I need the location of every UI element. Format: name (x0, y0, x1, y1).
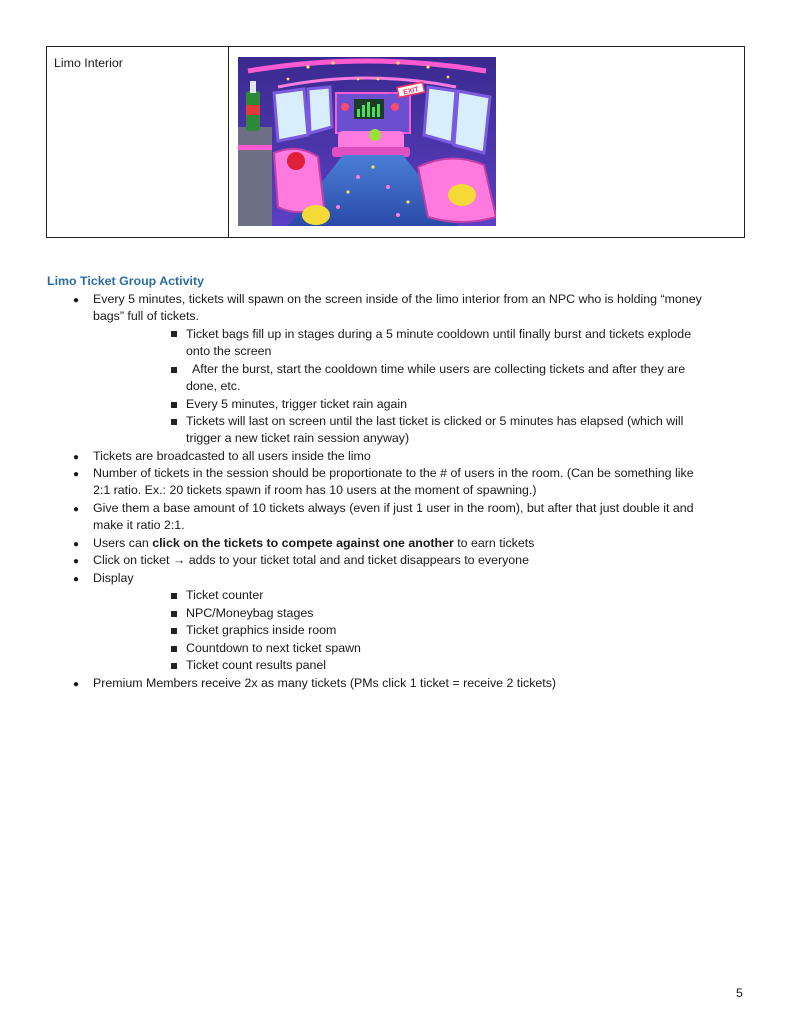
limo-interior-table (46, 46, 745, 238)
limo-interior-illustration (238, 57, 496, 226)
list-item-text: Users can (93, 536, 153, 550)
square-bullet-icon (171, 402, 177, 408)
bullet-icon: ● (73, 469, 80, 480)
sub-list-item: Every 5 minutes, trigger ticket rain again (186, 397, 408, 411)
bullet-icon: ● (73, 504, 80, 515)
bullet-icon: ● (73, 679, 80, 690)
sub-list-item: Ticket graphics inside room (186, 623, 337, 637)
bullet-icon: ● (73, 574, 80, 585)
sub-list-item-cont: done, etc. (186, 379, 241, 393)
list-item: Give them a base amount of 10 tickets always (even if just 1 user in the room), but after that just double it and (93, 501, 694, 515)
bullet-icon: ● (73, 556, 80, 567)
list-item: Tickets are broadcasted to all users inside the limo (93, 449, 371, 463)
list-item: Display (93, 571, 134, 585)
sub-list-item-cont: trigger a new ticket rain session anyway) (186, 431, 410, 445)
sub-list-item: Countdown to next ticket spawn (186, 641, 361, 655)
list-item (93, 535, 534, 552)
list-item-cont: bags” full of tickets. (93, 309, 200, 323)
square-bullet-icon (171, 646, 177, 652)
sub-list-item: NPC/Moneybag stages (186, 606, 314, 620)
square-bullet-icon (171, 663, 177, 669)
sub-list-item: Ticket bags fill up in stages during a 5 minute cooldown until finally burst and tickets explode (186, 327, 692, 341)
table-image-cell (229, 47, 744, 237)
sub-list-item: Ticket count results panel (186, 658, 327, 672)
list-item: Click on ticket → adds to your ticket total and and ticket disappears to everyone (93, 553, 529, 567)
list-item-bold-text: click on the tickets to compete against one another (152, 536, 454, 550)
sub-list-item: Ticket counter (186, 588, 264, 602)
page-number: 5 (736, 986, 743, 1000)
bullet-icon: ● (73, 295, 80, 306)
table-label-cell (47, 47, 229, 237)
list-item-cont: make it ratio 2:1. (93, 518, 185, 532)
bullet-icon: ● (73, 539, 80, 550)
sub-list-item-cont: onto the screen (186, 344, 272, 358)
list-item: Premium Members receive 2x as many tickets (PMs click 1 ticket = receive 2 tickets) (93, 676, 557, 690)
section-heading: Limo Ticket Group Activity (47, 274, 204, 288)
square-bullet-icon (171, 628, 177, 634)
square-bullet-icon (171, 593, 177, 599)
square-bullet-icon (171, 611, 177, 617)
exit-sign-text: EXIT (402, 86, 420, 97)
sub-list-item: After the burst, start the cooldown time while users are collecting tickets and after they are (192, 362, 686, 376)
table-row-label: Limo Interior (54, 56, 123, 70)
square-bullet-icon (171, 331, 177, 337)
list-item: Every 5 minutes, tickets will spawn on the screen inside of the limo interior from an NPC who is holding “money (93, 292, 702, 306)
list-item-text: to earn tickets (453, 536, 535, 550)
list-item: Number of tickets in the session should be proportionate to the # of users in the room. (Can be something like (93, 466, 694, 480)
square-bullet-icon (171, 419, 177, 425)
list-item-cont: 2:1 ratio. Ex.: 20 tickets spawn if room has 10 users at the moment of spawning.) (93, 483, 537, 497)
sub-list-item: Tickets will last on screen until the last ticket is clicked or 5 minutes has elapsed (which will (186, 414, 684, 428)
bullet-icon: ● (73, 452, 80, 463)
square-bullet-icon (171, 367, 177, 373)
